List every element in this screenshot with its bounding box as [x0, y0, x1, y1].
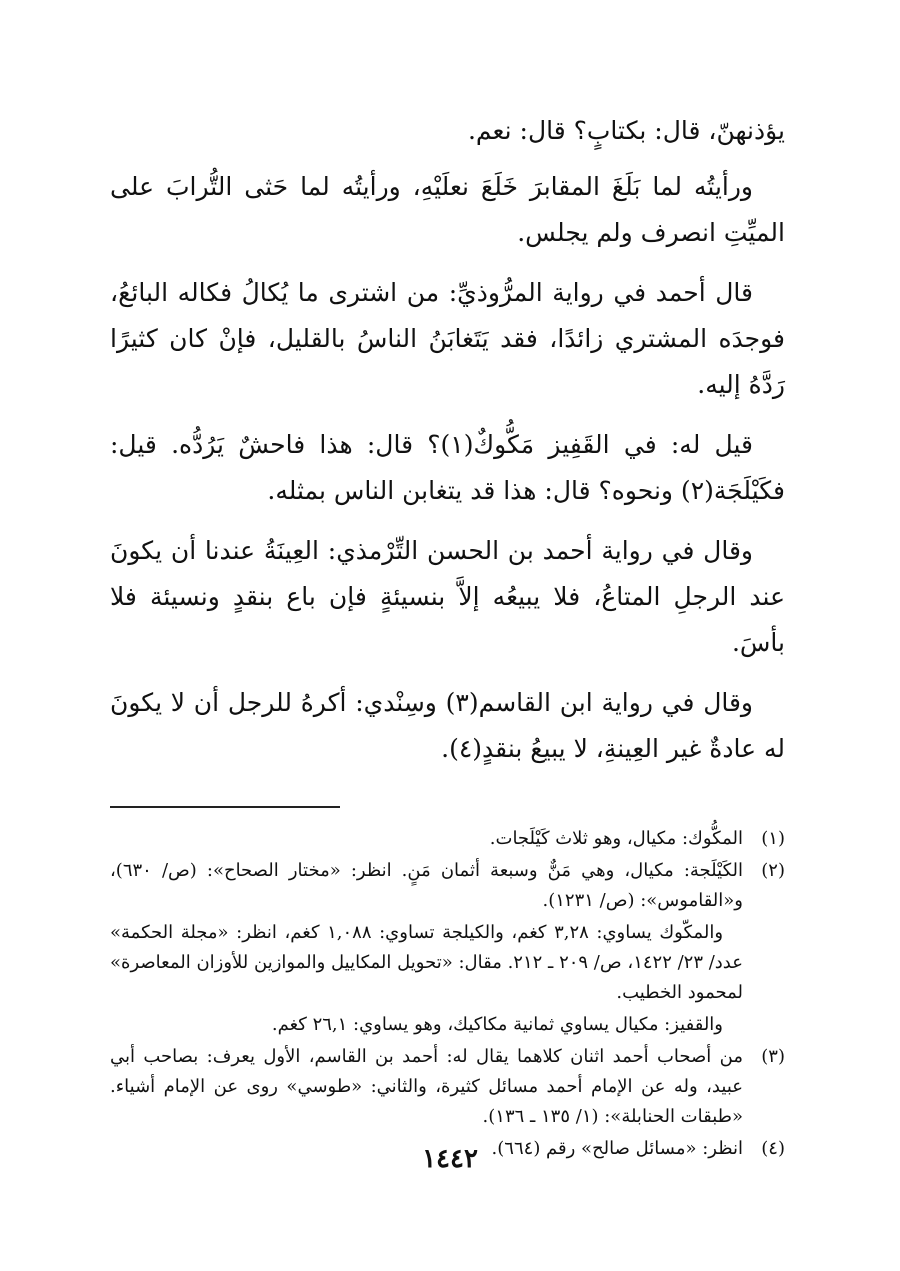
footnote-number: (٤)	[761, 1138, 785, 1159]
paragraph-3: قال أحمد في رواية المرُّوذيِّ: من اشترى ما يُكالُ فكاله البائعُ، فوجدَه المشتري زائدًا، فقد يَتَغابَنُ الناسُ بالقليل، فإنْ كان كثيرًا رَدَّهُ إليه.	[110, 278, 785, 399]
footnote-2-continuation: والمكّوك يساوي: ٣,٢٨ كغم، والكيلجة تساوي: ١,٠٨٨ كغم، انظر: «مجلة الحكمة» عدد/ ٢٣/ ١٤٢٢، ص/ ٢٠٩ ـ ٢١٢. مقال: «تحويل المكاييل والموازين للأوزان المعاصرة» لمحمود الخطيب.	[110, 922, 743, 1003]
footnote-text: المكُّوك: مكيال، وهو ثلاث كَيْلَجات.	[489, 828, 743, 849]
paragraph-4: قيل له: في القَفِيز مَكُّوكٌ(١)؟ قال: هذا فاحشٌ يَرُدُّه. قيل: فكَيْلَجَة(٢) ونحوه؟ قال: هذا قد يتغابن الناس بمثله.	[110, 430, 785, 505]
page-number: ١٤٤٢	[422, 1144, 478, 1174]
footnote-1	[110, 824, 785, 854]
footnote-text: الكَيْلَجة: مكيال، وهي مَنٌّ وسبعة أثمان مَنٍ. انظر: «مختار الصحاح»: (ص/ ٦٣٠)، و«القاموس»: (ص/ ١٢٣١).	[110, 860, 743, 911]
paragraph-6: وقال في رواية ابن القاسم(٣) وسِنْدي: أكرهُ للرجل أن لا يكونَ له عادةٌ غير العِينةِ، لا يبيعُ بنقدٍ(٤).	[110, 688, 785, 763]
paragraph-1: يؤذنهنّ، قال: بكتابٍ؟ قال: نعم.	[467, 116, 785, 145]
footnote-number: (١)	[761, 828, 785, 849]
footnote-2	[110, 856, 785, 916]
footnotes	[110, 824, 785, 1164]
footnote-text: من أصحاب أحمد اثنان كلاهما يقال له: أحمد بن القاسم، الأول يعرف: بصاحب أبي عبيد، وله عن الإمام أحمد مسائل كثيرة، والثاني: «طوسي» روى عن الإمام أشياء. «طبقات الحنابلة»: (١/ ١٣٥ ـ ١٣٦).	[110, 1046, 743, 1127]
paragraph-2: ورأيتُه لما بَلَغَ المقابرَ خَلَعَ نعلَيْهِ، ورأيتُه لما حَثى التُّرابَ على الميِّتِ انصرف ولم يجلس.	[110, 172, 785, 247]
main-text	[110, 108, 785, 772]
footnote-2-continuation: والقفيز: مكيال يساوي ثمانية مكاكيك، وهو يساوي: ٢٦,١ كغم.	[271, 1014, 723, 1035]
footnote-divider	[110, 806, 340, 808]
footnote-number: (٢)	[761, 860, 785, 881]
paragraph-5: وقال في رواية أحمد بن الحسن التِّرْمذي: العِينَةُ عندنا أن يكونَ عند الرجلِ المتاعُ، فلا يبيعُه إلاَّ بنسيئةٍ فإن باع بنقدٍ ونسيئة فلا بأسَ.	[110, 536, 785, 657]
page-content	[110, 108, 785, 1166]
footnote-3	[110, 1042, 785, 1132]
footnote-text: انظر: «مسائل صالح» رقم (٦٦٤).	[491, 1138, 743, 1159]
footnote-number: (٣)	[761, 1046, 785, 1067]
